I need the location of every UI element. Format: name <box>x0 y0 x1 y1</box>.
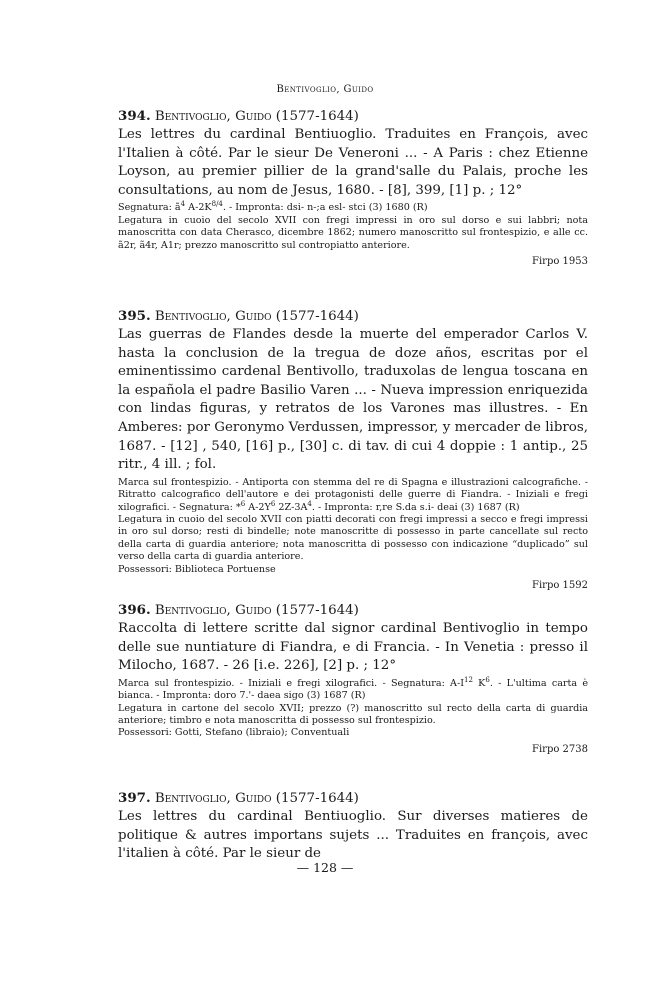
catalog-entry-395 <box>118 307 588 592</box>
entry-author: Bentivoglio, Guido <box>154 109 272 124</box>
entry-number: 394. <box>118 108 151 124</box>
entry-dates: (1577-1644) <box>275 309 359 324</box>
entry-owners: Possessori: Biblioteca Portuense <box>118 563 276 575</box>
entry-author: Bentivoglio, Guido <box>154 603 272 618</box>
entry-heading <box>118 789 588 808</box>
entry-shelfmark: Firpo 2738 <box>532 743 588 755</box>
entry-heading <box>118 601 588 620</box>
entry-owners: Possessori: Gotti, Stefano (libraio); Conventuali <box>118 727 350 739</box>
entry-shelfmark: Firpo 1592 <box>532 580 588 591</box>
page-number: — 128 — <box>296 860 354 875</box>
entry-number: 395. <box>118 308 151 324</box>
entry-dates: (1577-1644) <box>275 603 359 618</box>
entry-heading <box>118 107 588 126</box>
catalog-entry-394 <box>118 107 588 268</box>
entry-author: Bentivoglio, Guido <box>154 309 272 324</box>
entry-description: Raccolta di lettere scritte dal signor cardinal Bentivoglio in tempo delle sue nuntiature di Fiandra, e di Francia. - In Venetia : presso il Milocho, 1687. - 26 [i.e. 226], [2] p. ; 12° <box>118 621 588 674</box>
entry-description: Les lettres du cardinal Bentiuoglio. Sur diverses matieres de politique & autres importans sujets ... Traduites en françois, avec l'italien à côté. Par le sieur de <box>118 809 588 862</box>
catalog-entry-397 <box>118 789 588 864</box>
entry-dates: (1577-1644) <box>275 791 359 806</box>
entry-shelfmark: Firpo 1953 <box>532 256 588 267</box>
entry-number: 397. <box>118 790 151 806</box>
entry-description: Las guerras de Flandes desde la muerte del emperador Carlos V. hasta la conclusion de la tregua de doze años, escritas por el eminentissimo cardenal Bentivollo, traduxolas de lengua toscana en la española el padre Basilio Varen ... - Nueva impression enriquezida con lindas figuras, y retratos de los Varones mas illustres. - En Amberes: por Geronymo Verdussen, impressor, y mercader de libros, 1687. - [12] , 540, [16] p., [30] c. di tav. di cui 4 doppie : 1 antip., 25 ritr., 4 ill. ; fol. <box>118 327 588 473</box>
catalog-entry-396 <box>118 601 588 756</box>
entry-binding: Legatura in cuoio del secolo XVII con piatti decorati con fregi impressi a secco e fregi impressi in oro sul dorso; resti di bindelle; note manoscritte di possesso in parte cancellate sul recto della carta di guardia anteriore; nota manoscritta di possesso con indicazione “duplicado” sul verso della carta di guardia anteriore. <box>118 513 588 563</box>
entry-binding: Legatura in cuoio del secolo XVII con fregi impressi in oro sul dorso e sui labbri; nota manoscritta con data Cherasco, dicembre 1862; numero manoscritto sul frontespizio, e alle cc. ã2r, ã4r, A1r; prezzo manoscritto sul contropiatto anteriore. <box>118 214 588 251</box>
entry-description: Les lettres du cardinal Bentiuoglio. Traduites en François, avec l'Italien à côté. Par le sieur De Veneroni ... - A Paris : chez Etienne Loyson, au premier pillier de la grand'salle du Palais, proche les consultations, au nom de Jesus, 1680. - [8], 399, [1] p. ; 12° <box>118 127 588 198</box>
entry-segnatura: Segnatura: $ã^4$ $A-2K^{8/4}$. - Impronta: dsi- n-;a esl- stci (3) 1680 (R) <box>118 200 428 214</box>
entry-notes: Marca sul frontespizio. - Antiporta con stemma del re di Spagna e illustrazioni calcografiche. - Ritratto calcografico dell'autore e dei protagonisti delle guerre di Fiandra. - Iniziali e fregi xilografici. - Segnatura: *$^6$ $A-2Y^6$ $2Z-3A^4$. - Impronta: r,re S.da s.i- deai (3) 1687 (R) <box>118 476 588 513</box>
entry-number: 396. <box>118 602 151 618</box>
running-head: Bentivoglio, Guido <box>276 84 374 95</box>
entry-heading <box>118 307 588 326</box>
entry-binding: Legatura in cartone del secolo XVII; prezzo (?) manoscritto sul recto della carta di guardia anteriore; timbro e nota manoscritta di possesso sul frontespizio. <box>118 702 588 726</box>
entry-notes: Marca sul frontespizio. - Iniziali e fregi xilografici. - Segnatura: $A-I^{12}$ $K^6$. - L'ultima carta è bianca. - Impronta: doro 7.'- daea sigo (3) 1687 (R) <box>118 675 589 702</box>
entry-author: Bentivoglio, Guido <box>154 791 272 806</box>
entry-dates: (1577-1644) <box>275 109 359 124</box>
